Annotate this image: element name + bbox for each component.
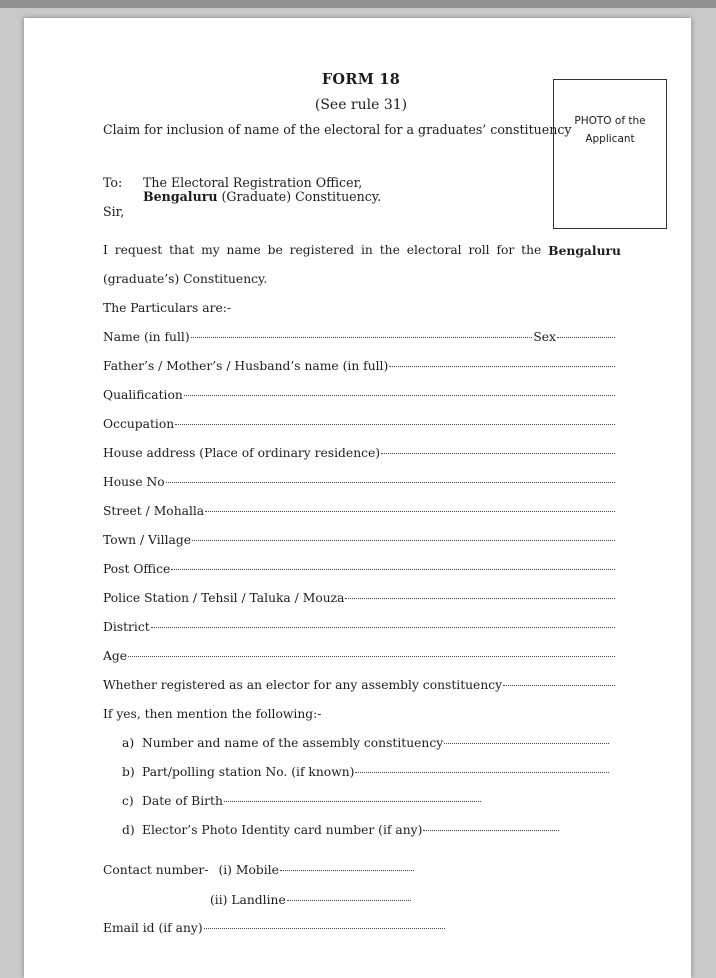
name-blank[interactable] [191, 337, 533, 338]
name-label: Name (in full) [103, 330, 190, 344]
post-office-field[interactable] [103, 562, 616, 576]
landline-field[interactable] [210, 893, 412, 907]
request-word: in [361, 243, 373, 257]
viewer-top-bar [0, 0, 716, 8]
request-constituency: Bengaluru [548, 243, 621, 258]
constituency-type: (Graduate) Constituency. [217, 189, 382, 204]
claim-heading: Claim for inclusion of name of the electoral for a graduates’ constituency [103, 122, 572, 137]
house-no-label: House No [103, 475, 165, 489]
sub-field-index: d) [122, 823, 135, 837]
district-field[interactable] [103, 620, 616, 634]
sub-field-index: a) [122, 736, 135, 750]
landline-blank[interactable] [287, 900, 411, 901]
street-label: Street / Mohalla [103, 504, 205, 518]
police-station-blank[interactable] [345, 598, 615, 599]
mobile-field[interactable] [103, 863, 415, 877]
sub-field-b[interactable] [122, 765, 610, 779]
request-word: the [521, 243, 542, 257]
request-word: I [103, 243, 108, 257]
police-station-field[interactable] [103, 591, 616, 605]
father-name-label: Father’s / Mother’s / Husband’s name (in full) [103, 359, 389, 373]
age-blank[interactable] [128, 656, 615, 657]
request-word: request [114, 243, 163, 257]
email-blank[interactable] [204, 928, 445, 929]
occupation-label: Occupation [103, 417, 175, 431]
occupation-field[interactable] [103, 417, 616, 431]
mobile-blank[interactable] [280, 870, 414, 871]
request-paragraph-line1 [103, 243, 621, 258]
sub-field-blank[interactable] [444, 743, 609, 744]
registered-elector-field[interactable] [103, 678, 616, 692]
house-address-blank[interactable] [381, 453, 615, 454]
sex-blank[interactable] [557, 337, 615, 338]
request-word: the [379, 243, 400, 257]
sub-field-label: Elector’s Photo Identity card number (if any) [142, 823, 423, 837]
email-field[interactable] [103, 921, 446, 935]
name-field[interactable] [103, 330, 616, 344]
salutation: Sir, [103, 204, 125, 219]
sub-field-blank[interactable] [224, 801, 481, 802]
house-address-label: House address (Place of ordinary residence) [103, 446, 381, 460]
father-name-field[interactable] [103, 359, 616, 373]
district-blank[interactable] [151, 627, 615, 628]
request-word: roll [468, 243, 490, 257]
contact-number-label: Contact number- [103, 863, 209, 877]
sub-field-blank[interactable] [355, 772, 609, 773]
district-label: District [103, 620, 150, 634]
police-station-label: Police Station / Tehsil / Taluka / Mouza [103, 591, 345, 605]
house-no-blank[interactable] [166, 482, 615, 483]
email-label: Email id (if any) [103, 921, 203, 935]
sub-field-a[interactable] [122, 736, 610, 750]
if-yes-label: If yes, then mention the following:- [103, 707, 322, 721]
registered-elector-label: Whether registered as an elector for any assembly constituency [103, 678, 503, 692]
request-word: that [169, 243, 195, 257]
sub-field-index: b) [122, 765, 135, 779]
house-address-field[interactable] [103, 446, 616, 460]
sex-label: Sex [533, 330, 556, 344]
sub-field-label: Date of Birth [142, 794, 223, 808]
town-blank[interactable] [192, 540, 615, 541]
request-paragraph-line2: (graduate’s) Constituency. [103, 272, 268, 286]
qualification-label: Qualification [103, 388, 183, 402]
request-word: for [496, 243, 515, 257]
post-office-blank[interactable] [171, 569, 615, 570]
request-word: electoral [406, 243, 462, 257]
sub-field-label: Number and name of the assembly constituency [142, 736, 444, 750]
request-word: my [201, 243, 220, 257]
sub-field-c[interactable] [122, 794, 482, 808]
street-field[interactable] [103, 504, 616, 518]
request-word: registered [289, 243, 355, 257]
sub-field-label: Part/polling station No. (if known) [142, 765, 355, 779]
to-label: To: [103, 175, 123, 190]
if-yes-instruction [103, 707, 616, 721]
request-word: be [267, 243, 283, 257]
town-label: Town / Village [103, 533, 191, 547]
photo-box-label: PHOTO of the Applicant [574, 115, 646, 145]
house-no-field[interactable] [103, 475, 616, 489]
landline-label: (ii) Landline [210, 893, 286, 907]
sub-field-index: c) [122, 794, 134, 808]
mobile-label: (i) Mobile [218, 863, 279, 877]
constituency-name: Bengaluru [143, 189, 218, 204]
photo-box [553, 79, 667, 229]
sub-field-d[interactable] [122, 823, 560, 837]
sub-field-blank[interactable] [423, 830, 559, 831]
father-name-blank[interactable] [389, 366, 615, 367]
qualification-blank[interactable] [184, 395, 615, 396]
form-title: FORM 18 [321, 71, 401, 88]
occupation-blank[interactable] [175, 424, 615, 425]
form-page [24, 18, 691, 978]
post-office-label: Post Office [103, 562, 171, 576]
qualification-field[interactable] [103, 388, 616, 402]
street-blank[interactable] [205, 511, 615, 512]
town-field[interactable] [103, 533, 616, 547]
addressee-line2 [143, 189, 381, 204]
age-label: Age [103, 649, 128, 663]
particulars-heading: The Particulars are:- [103, 301, 232, 315]
age-field[interactable] [103, 649, 616, 663]
form-subtitle: (See rule 31) [314, 97, 408, 113]
registered-elector-blank[interactable] [503, 685, 615, 686]
request-word: name [226, 243, 261, 257]
addressee-line1: The Electoral Registration Officer, [143, 175, 363, 190]
